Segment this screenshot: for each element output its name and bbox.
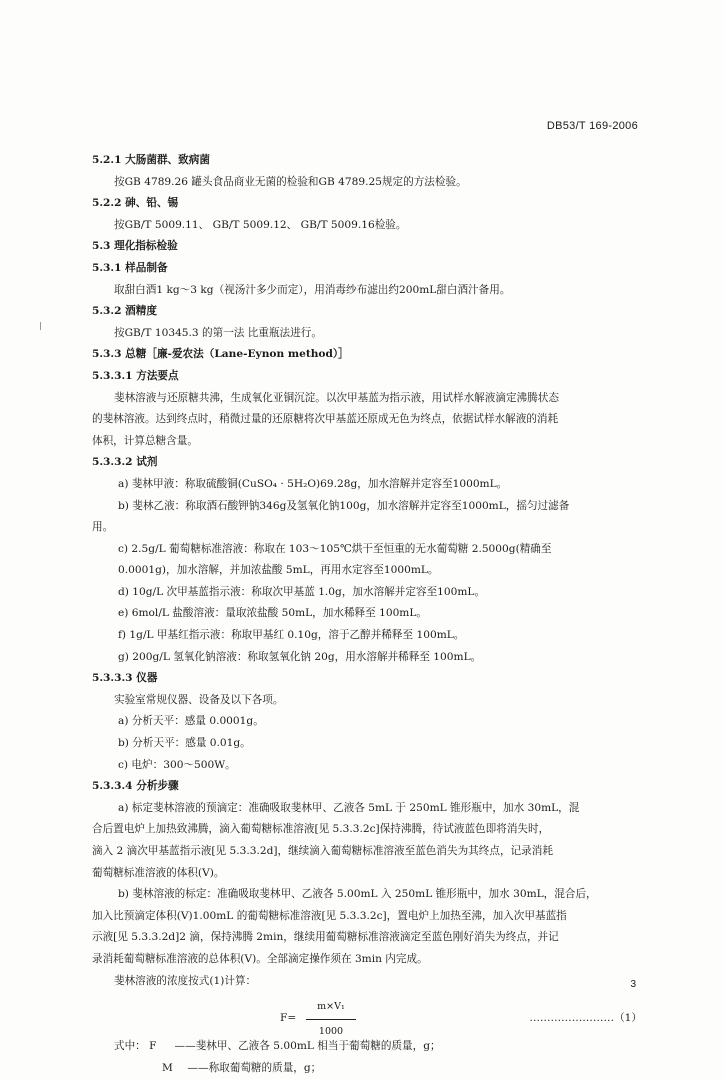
- formula-numerator: m×V₁: [317, 1001, 345, 1013]
- section-heading: 5.3.2 酒精度: [92, 305, 157, 318]
- page-number: 3: [630, 979, 636, 990]
- text-line: 按GB/T 5009.11、 GB/T 5009.12、 GB/T 5009.16检验。: [114, 218, 407, 231]
- text-line: 示液[见 5.3.3.2d]2 滴，保持沸腾 2min，继续用葡萄糖标准溶液滴定至蓝色刚好消失为终点，并记: [92, 931, 559, 944]
- where-symbol: F: [149, 1040, 157, 1053]
- fraction-bar: [306, 1019, 356, 1020]
- section-heading: 5.3.3.3 仪器: [92, 672, 158, 685]
- formula-denominator: 1000: [318, 1025, 344, 1037]
- text-line: b) 斐林乙液：称取酒石酸钾钠346g及氢氧化钠100g，加水溶解并定容至1000mL，摇匀过滤备: [118, 499, 570, 512]
- text-line: 体积，计算总糖含量。: [92, 434, 198, 447]
- text-line: 按GB/T 10345.3 的第一法 比重瓶法进行。: [114, 326, 322, 339]
- section-heading: 5.3.3.1 方法要点: [92, 369, 179, 382]
- text-line: 加入比预滴定体积(V)1.00mL 的葡萄糖标准溶液[见 5.3.3.2c]，置电炉上加热至沸，加入次甲基蓝指: [92, 909, 567, 922]
- section-heading: 5.3.3.2 试剂: [92, 456, 158, 469]
- formula-where: [92, 1036, 648, 1079]
- text-line: g) 200g/L 氢氧化钠溶液：称取氢氧化钠 20g，用水溶解并稀释至 100mL。: [118, 650, 482, 663]
- text-line: b) 分析天平：感量 0.01g。: [118, 737, 251, 750]
- text-line: 的斐林溶液。达到终点时，稍微过量的还原糖将次甲基蓝还原成无色为终点，依据试样水解液的消耗: [92, 413, 559, 426]
- where-desc: ——斐林甲、乙液各 5.00mL 相当于葡萄糖的质量，g；: [174, 1040, 441, 1053]
- text-line: 滴入 2 滴次甲基蓝指示液[见 5.3.3.2d]，继续滴入葡萄糖标准溶液至蓝色消失为其终点，记录消耗: [92, 845, 553, 857]
- where-symbol: M: [162, 1061, 173, 1074]
- text-line: a) 分析天平：感量 0.0001g。: [118, 715, 264, 728]
- text-line: 合后置电炉上加热致沸腾，滴入葡萄糖标准溶液[见 5.3.3.2c]保持沸腾，待试液蓝色即将消失时，: [92, 823, 550, 836]
- text-line: 斐林溶液与还原糖共沸，生成氧化亚铜沉淀。以次甲基蓝为指示液，用试样水解液滴定沸腾状态: [114, 391, 559, 404]
- where-desc: ——称取葡萄糖的质量，g；: [187, 1061, 322, 1074]
- section-heading: 5.2.2 砷、铅、锡: [92, 197, 179, 210]
- text-line: 实验室常规仪器、设备及以下各项。: [114, 693, 284, 706]
- where-line: [92, 1036, 648, 1058]
- text-line: 用。: [92, 521, 114, 534]
- text-line: b) 斐林溶液的标定：准确吸取斐林甲、乙液各 5.00mL 入 250mL 锥形瓶中，加水 30mL，混合后，: [118, 888, 597, 901]
- section-heading: 5.3.1 样品制备: [92, 261, 168, 274]
- document-body: [92, 150, 648, 1079]
- where-label: 式中：: [114, 1040, 146, 1053]
- where-line: [92, 1058, 648, 1079]
- section-heading: 5.2.1 大肠菌群、致病菌: [92, 154, 210, 166]
- text-lines: [92, 150, 648, 992]
- text-line: c) 电炉：300～500W。: [118, 758, 236, 771]
- text-line: a) 斐林甲液：称取硫酸铜(CuSO₄ · 5H₂O)69.28g，加水溶解并定容至1000mL。: [118, 477, 508, 490]
- formula-1: [92, 994, 648, 1036]
- text-line: d) 10g/L 次甲基蓝指示液：称取次甲基蓝 1.0g，加水溶解并定容至100mL。: [118, 585, 486, 598]
- text-line: 取甜白酒1 kg～3 kg（视汤汁多少而定），用消毒纱布滤出约200mL甜白酒汁备用。: [114, 283, 511, 296]
- section-heading: 5.3.3.4 分析步骤: [92, 780, 179, 793]
- text-line: 录消耗葡萄糖标准溶液的总体积(V)。全部滴定操作须在 3min 内完成。: [92, 952, 428, 965]
- text-line: e) 6mol/L 盐酸溶液：量取浓盐酸 50mL，加水稀释至 100mL。: [118, 607, 427, 620]
- text-line: 葡萄糖标准溶液的体积(V)。: [92, 866, 225, 879]
- formula-lhs: F=: [280, 1012, 297, 1025]
- text-line: 斐林溶液的浓度按式(1)计算：: [114, 974, 257, 987]
- document-code: DB53/T 169-2006: [546, 120, 638, 132]
- text-line: a) 标定斐林溶液的预滴定：准确吸取斐林甲、乙液各 5mL 于 250mL 锥形瓶中，加水 30mL，混: [118, 801, 580, 814]
- section-heading: 5.3 理化指标检验: [92, 240, 178, 253]
- text-line: 按GB 4789.26 罐头食品商业无菌的检验和GB 4789.25规定的方法检验。: [114, 175, 467, 188]
- text-line: 0.0001g)，加水溶解，并加浓盐酸 5mL，再用水定容至1000mL。: [118, 564, 439, 577]
- text-line: f) 1g/L 甲基红指示液：称取甲基红 0.10g，溶于乙醇并稀释至 100mL。: [118, 629, 465, 642]
- formula-number: ……………………（1）: [529, 1012, 642, 1025]
- formula-fraction: [306, 996, 356, 1042]
- text-line: c) 2.5g/L 葡萄糖标准溶液：称取在 103～105℃烘干至恒重的无水葡萄糖 2.5000g(精确至: [118, 542, 552, 555]
- margin-mark: [40, 322, 41, 330]
- section-heading: 5.3.3 总糖［廉-爱农法（Lane-Eynon method）］: [92, 348, 349, 361]
